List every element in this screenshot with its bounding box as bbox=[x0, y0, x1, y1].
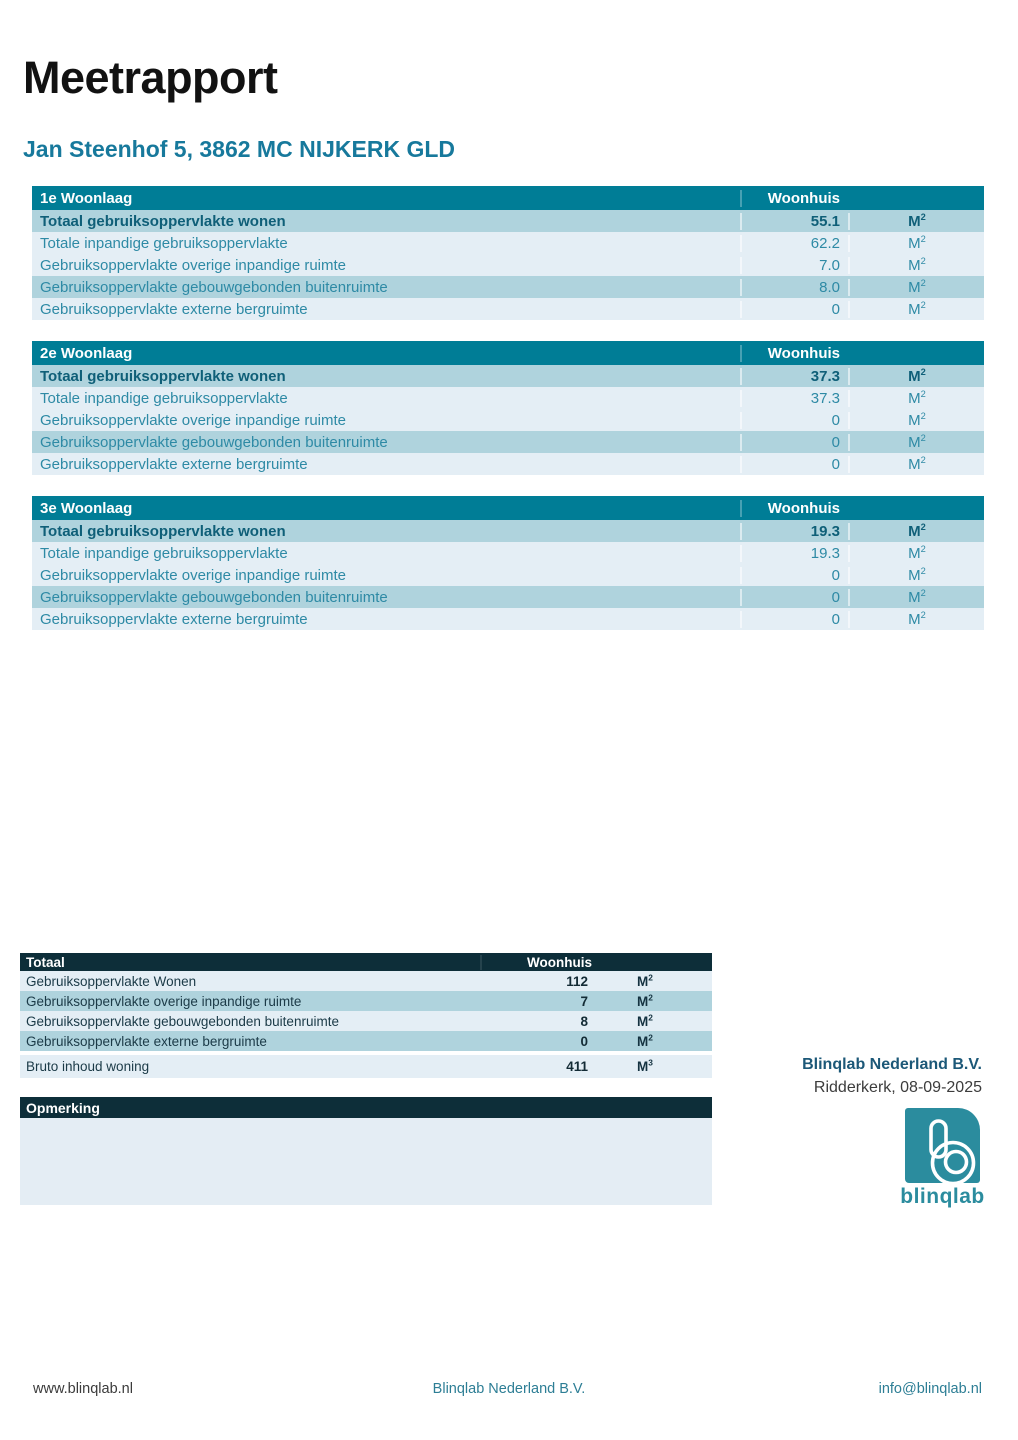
row-value: 19.3 bbox=[740, 545, 848, 562]
table-title: 2e Woonlaag bbox=[40, 344, 133, 362]
footer-email: info@blinqlab.nl bbox=[878, 1381, 982, 1397]
row-unit: $M^3$ bbox=[637, 1057, 653, 1074]
column-header: Woonhuis bbox=[480, 955, 600, 970]
row-value: 7 bbox=[580, 993, 588, 1009]
row-unit: $M^2$ bbox=[848, 523, 984, 540]
row-value: 0 bbox=[740, 434, 848, 451]
row-label: Totale inpandige gebruiksoppervlakte bbox=[40, 544, 288, 562]
row-label: Totaal gebruiksoppervlakte wonen bbox=[40, 367, 286, 385]
page-title: Meetrapport bbox=[23, 52, 278, 103]
row-label: Gebruiksoppervlakte gebouwgebonden buitenruimte bbox=[26, 1013, 339, 1029]
table-row bbox=[20, 971, 712, 991]
table-row bbox=[32, 586, 984, 608]
row-value: 0 bbox=[740, 456, 848, 473]
row-unit: $M^2$ bbox=[848, 412, 984, 429]
table-row bbox=[32, 453, 984, 475]
table-row bbox=[32, 564, 984, 586]
floor-table-3 bbox=[32, 496, 984, 630]
row-unit: $M^2$ bbox=[848, 235, 984, 252]
table-header-row bbox=[32, 496, 984, 520]
table-row bbox=[32, 542, 984, 564]
row-label: Gebruiksoppervlakte overige inpandige ruimte bbox=[26, 993, 302, 1009]
company-name: Blinqlab Nederland B.V. bbox=[802, 1056, 982, 1073]
row-label: Gebruiksoppervlakte overige inpandige ruimte bbox=[40, 256, 347, 274]
address-subtitle: Jan Steenhof 5, 3862 MC NIJKERK GLD bbox=[23, 136, 455, 162]
row-unit: $M^2$ bbox=[848, 390, 984, 407]
row-unit: $M^2$ bbox=[848, 257, 984, 274]
row-label: Gebruiksoppervlakte externe bergruimte bbox=[40, 455, 308, 473]
row-unit: $M^2$ bbox=[848, 567, 984, 584]
table-row bbox=[32, 520, 984, 542]
table-header-row bbox=[32, 341, 984, 365]
row-label: Gebruiksoppervlakte overige inpandige ruimte bbox=[40, 566, 347, 584]
row-value: 0 bbox=[740, 611, 848, 628]
table-row bbox=[32, 387, 984, 409]
table-row bbox=[20, 991, 712, 1011]
row-value: 0 bbox=[740, 412, 848, 429]
footer-website: www.blinqlab.nl bbox=[33, 1381, 133, 1397]
floor-table-1 bbox=[32, 186, 984, 320]
row-value: 112 bbox=[566, 973, 588, 989]
table-header-row bbox=[32, 186, 984, 210]
table-row bbox=[32, 276, 984, 298]
table-title: 3e Woonlaag bbox=[40, 499, 133, 517]
row-value: 0 bbox=[740, 589, 848, 606]
logo-wordmark: blinqlab bbox=[900, 1185, 985, 1208]
floor-table-2 bbox=[32, 341, 984, 475]
row-value: 55.1 bbox=[740, 213, 848, 230]
row-value: 0 bbox=[740, 301, 848, 318]
logo-b-glyph bbox=[905, 1108, 980, 1183]
footer-company: Blinqlab Nederland B.V. bbox=[432, 1381, 586, 1397]
row-value: 411 bbox=[566, 1059, 588, 1074]
table-row bbox=[32, 431, 984, 453]
table-row bbox=[32, 210, 984, 232]
row-unit: $M^2$ bbox=[637, 1032, 653, 1049]
totals-table bbox=[20, 953, 712, 1078]
row-unit: $M^2$ bbox=[848, 301, 984, 318]
row-value: 62.2 bbox=[740, 235, 848, 252]
row-label: Totale inpandige gebruiksoppervlakte bbox=[40, 389, 288, 407]
row-unit: $M^2$ bbox=[848, 589, 984, 606]
row-label: Gebruiksoppervlakte Wonen bbox=[26, 973, 197, 989]
row-value: 8.0 bbox=[740, 279, 848, 296]
row-unit: $M^2$ bbox=[848, 434, 984, 451]
row-label: Gebruiksoppervlakte gebouwgebonden buitenruimte bbox=[40, 433, 388, 451]
row-unit: $M^2$ bbox=[848, 213, 984, 230]
table-row bbox=[32, 232, 984, 254]
table-row bbox=[20, 1011, 712, 1031]
table-row bbox=[32, 365, 984, 387]
row-value: 0 bbox=[580, 1033, 588, 1049]
row-value: 37.3 bbox=[740, 390, 848, 407]
row-value: 0 bbox=[740, 567, 848, 584]
row-label: Gebruiksoppervlakte externe bergruimte bbox=[40, 610, 308, 628]
table-title: Totaal bbox=[26, 954, 65, 970]
row-label: Gebruiksoppervlakte gebouwgebonden buitenruimte bbox=[40, 588, 388, 606]
opmerking-header: Opmerking bbox=[20, 1097, 712, 1118]
row-label: Totale inpandige gebruiksoppervlakte bbox=[40, 234, 288, 252]
row-value: 7.0 bbox=[740, 257, 848, 274]
table-row bbox=[32, 298, 984, 320]
row-unit: $M^2$ bbox=[848, 279, 984, 296]
table-header-row bbox=[20, 953, 712, 971]
blinqlab-logo-icon bbox=[905, 1108, 980, 1183]
row-unit: $M^2$ bbox=[848, 611, 984, 628]
row-label: Bruto inhoud woning bbox=[26, 1059, 150, 1074]
row-value: 19.3 bbox=[740, 523, 848, 540]
row-value: 8 bbox=[580, 1013, 588, 1029]
column-header: Woonhuis bbox=[740, 345, 848, 362]
company-place-date: Ridderkerk, 08-09-2025 bbox=[813, 1079, 982, 1096]
table-row bbox=[32, 254, 984, 276]
table-row bbox=[32, 409, 984, 431]
row-label: Totaal gebruiksoppervlakte wonen bbox=[40, 212, 286, 230]
row-unit: $M^2$ bbox=[848, 368, 984, 385]
row-unit: $M^2$ bbox=[848, 456, 984, 473]
opmerking-body bbox=[20, 1118, 712, 1205]
table-title: 1e Woonlaag bbox=[40, 189, 133, 207]
row-unit: $M^2$ bbox=[637, 972, 653, 989]
table-row bbox=[20, 1031, 712, 1051]
row-unit: $M^2$ bbox=[637, 1012, 653, 1029]
row-label: Totaal gebruiksoppervlakte wonen bbox=[40, 522, 286, 540]
row-value: 37.3 bbox=[740, 368, 848, 385]
row-label: Gebruiksoppervlakte externe bergruimte bbox=[40, 300, 308, 318]
column-header: Woonhuis bbox=[740, 190, 848, 207]
row-label: Gebruiksoppervlakte overige inpandige ruimte bbox=[40, 411, 347, 429]
row-label: Gebruiksoppervlakte externe bergruimte bbox=[26, 1033, 267, 1049]
row-unit: $M^2$ bbox=[848, 545, 984, 562]
row-unit: $M^2$ bbox=[637, 992, 653, 1009]
table-row bbox=[32, 608, 984, 630]
column-header: Woonhuis bbox=[740, 500, 848, 517]
row-label: Gebruiksoppervlakte gebouwgebonden buitenruimte bbox=[40, 278, 388, 296]
table-row-bruto-inhoud bbox=[20, 1055, 712, 1078]
opmerking-section bbox=[20, 1097, 712, 1205]
